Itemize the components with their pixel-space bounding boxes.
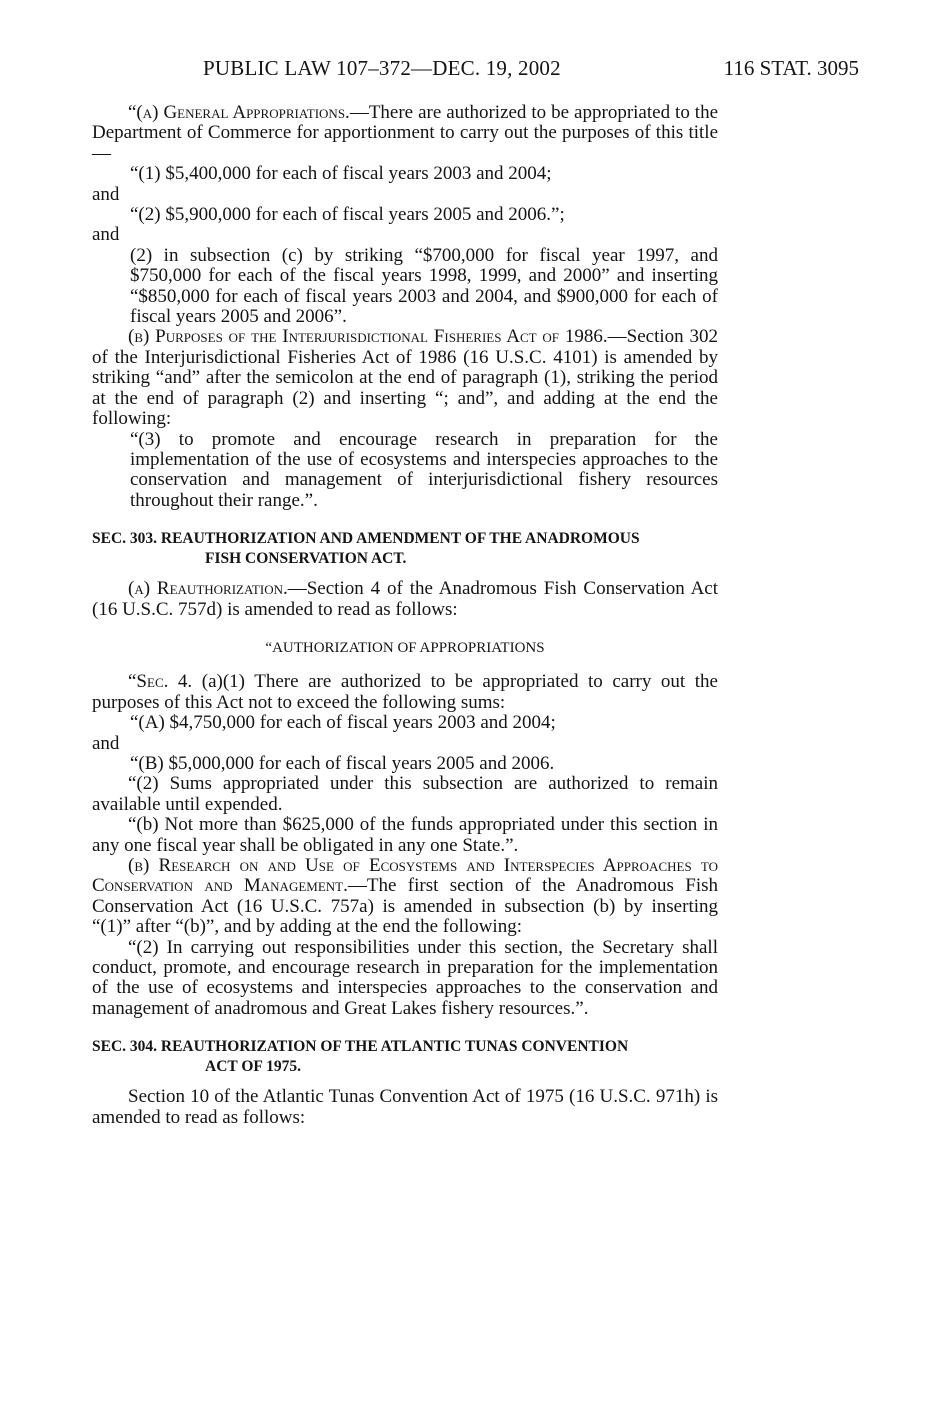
conjunction: and xyxy=(92,732,120,754)
section-title-line: SEC. 304. REAUTHORIZATION OF THE ATLANTIC TUNAS CONVENTION xyxy=(92,1038,629,1056)
paragraph-general-appropriations xyxy=(92,103,718,164)
list-item: “(2) $5,900,000 for each of fiscal years 2005 and 2006.”; xyxy=(130,204,565,226)
section-title-line: ACT OF 1975. xyxy=(205,1058,302,1076)
paragraph-atlantic-tunas: Section 10 of the Atlantic Tunas Convention Act of 1975 (16 U.S.C. 971h) is amended to read as follows: xyxy=(92,1086,718,1128)
subsection-heading: (a) Reauthorization. xyxy=(128,578,288,600)
paragraph-research-ecosystems xyxy=(92,856,718,938)
paragraph-sums: “(2) Sums appropriated under this subsection are authorized to remain available until expended. xyxy=(92,773,718,815)
paragraph-text: —The first section of the Anadromous Fish Conservation Act (16 U.S.C. 757a) is amended in subsection (b) by inserting “(1)” after “(b)”, and by adding at the end the following: xyxy=(92,875,718,938)
section-title-line: SEC. 303. REAUTHORIZATION AND AMENDMENT OF THE ANADROMOUS xyxy=(92,530,640,548)
quoted-paragraph: “(3) to promote and encourage research in preparation for the implementation of the use of ecosystems and interspecies approaches to the conservation and management of interjurisdictional fishery resources throughout their range.”. xyxy=(130,428,718,511)
list-item: “(A) $4,750,000 for each of fiscal years 2003 and 2004; xyxy=(130,712,556,734)
section-heading-303 xyxy=(92,529,718,569)
subsection-heading: (b) Purposes of the Interjurisdictional Fisheries Act of 1986. xyxy=(128,326,608,348)
list-item: “(B) $5,000,000 for each of fiscal years 2005 and 2006. xyxy=(130,752,555,774)
subsection-heading: (b) Research on and Use of Ecosystems and Interspecies Approaches to Conservation and Management. xyxy=(92,855,718,897)
section-label: “Sec. 4. xyxy=(128,671,193,693)
paragraph-text: —Section 4 of the Anadromous Fish Conservation Act (16 U.S.C. 757d) is amended to read as follows: xyxy=(92,578,719,620)
page-header xyxy=(0,56,947,86)
public-law-citation: PUBLIC LAW 107–372—DEC. 19, 2002 xyxy=(203,56,561,80)
paragraph-sec-4 xyxy=(92,672,718,713)
stat-page-number: 116 STAT. 3095 xyxy=(723,56,859,80)
document-body xyxy=(92,103,718,1128)
paragraph-limit: “(b) Not more than $625,000 of the funds appropriated under this section in any one fiscal year shall be obligated in any one State.”. xyxy=(92,814,718,856)
paragraph-reauthorization xyxy=(92,579,718,620)
conjunction: and xyxy=(92,183,120,205)
paragraph-text: —There are authorized to be appropriated to the Department of Commerce for apportionment to carry out the purposes of this title— xyxy=(92,102,718,164)
paragraph-purposes-ifa xyxy=(92,327,718,429)
subsection-heading: “(a) General Appropriations. xyxy=(128,102,350,123)
conjunction: and xyxy=(92,224,120,246)
section-title-line: FISH CONSERVATION ACT. xyxy=(205,550,407,568)
paragraph-text: (a)(1) There are authorized to be appropriated to carry out the purposes of this Act not to exceed the following sums: xyxy=(92,671,718,713)
list-item: “(1) $5,400,000 for each of fiscal years 2003 and 2004; xyxy=(130,163,552,185)
paragraph-text: —Section 302 of the Interjurisdictional Fisheries Act of 1986 (16 U.S.C. 4101) is amended by striking “and” after the semicolon at the end of paragraph (1), striking the period at the end of paragraph (2) and inserting “; and”, and adding at the end the following: xyxy=(92,326,718,430)
paragraph-subsection-c: (2) in subsection (c) by striking “$700,000 for fiscal year 1997, and $750,000 for each of the fiscal years 1998, 1999, and 2000” and inserting “$850,000 for each of fiscal years 2003 and 2004, and $900,000 for each of fiscal years 2005 and 2006”. xyxy=(130,244,718,328)
quoted-paragraph: “(2) In carrying out responsibilities under this section, the Secretary shall conduct, promote, and encourage research in preparation for the implementation of the use of ecosystems and interspecies approaches to the conservation and management of anadromous and Great Lakes fishery resources.”. xyxy=(92,936,718,1019)
section-heading-304 xyxy=(92,1037,718,1077)
authorization-heading: “AUTHORIZATION OF APPROPRIATIONS xyxy=(265,639,545,656)
